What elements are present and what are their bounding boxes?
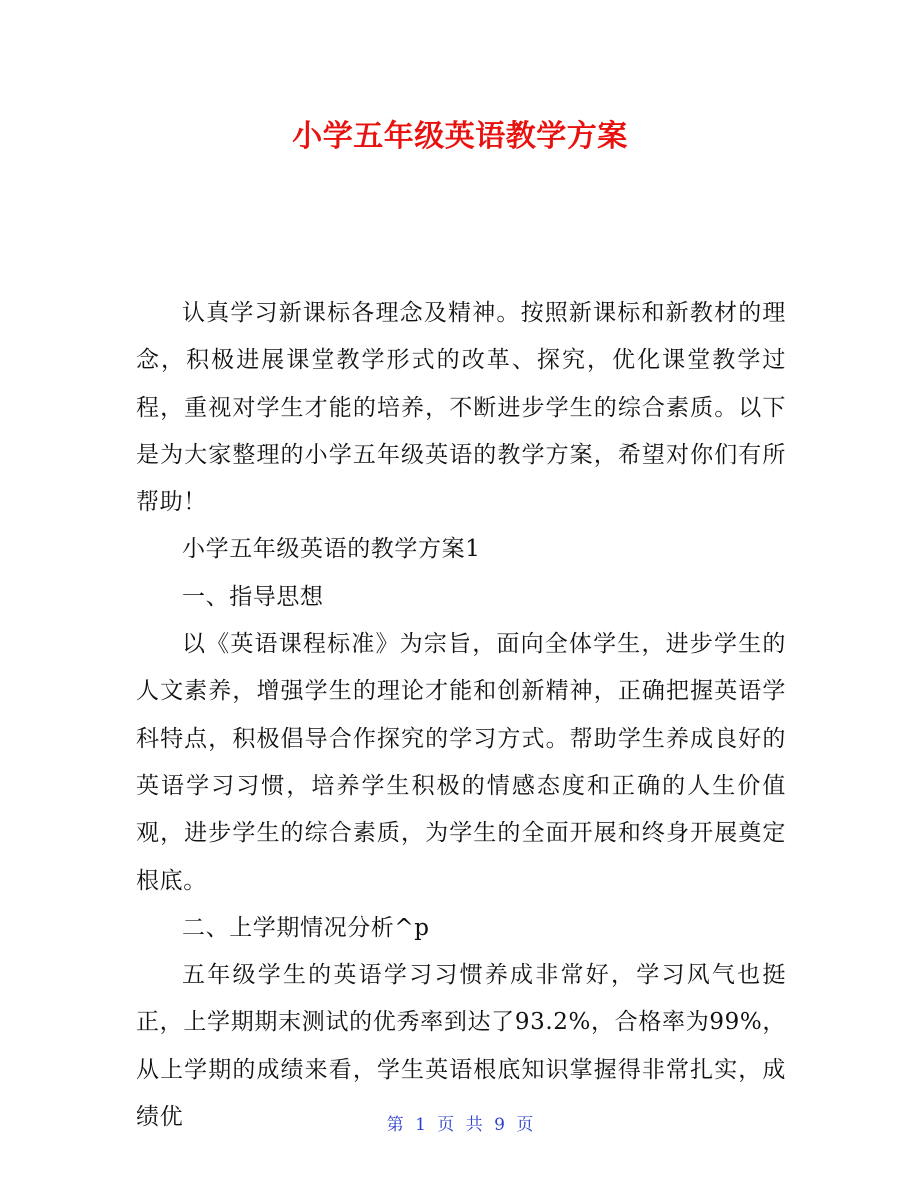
guiding-ideology-paragraph: 以《英语课程标准》为宗旨，面向全体学生，进步学生的人文素养，增强学生的理论才能和创新精神，正确把握英语学科特点，积极倡导合作探究的学习方式。帮助学生养成良好的英语学习习惯，培养学生积极的情感态度和正确的人生价值观，进步学生的综合素质，为学生的全面开展和终身开展奠定根底。 bbox=[136, 631, 786, 894]
last-term-analysis-paragraph: 五年级学生的英语学习习惯养成非常好，学习风气也挺正，上学期期末测试的优秀率到达了93.2%，合格率为99%，从上学期的成绩来看，学生英语根底知识掌握得非常扎实，成绩优 bbox=[136, 962, 786, 1131]
section-heading-plan-1: 小学五年级英语的教学方案1 bbox=[182, 536, 481, 563]
page-footer: 第 1 页 共 9 页 bbox=[386, 1115, 534, 1135]
document-body bbox=[136, 290, 786, 1141]
section-heading-last-term-analysis: 二、上学期情况分析^p bbox=[182, 914, 430, 941]
intro-paragraph: 认真学习新课标各理念及精神。按照新课标和新教材的理念，积极进展课堂教学形式的改革、探究，优化课堂教学过程，重视对学生才能的培养，不断进步学生的综合素质。以下是为大家整理的小学五年级英语的教学方案，希望对你们有所帮助！ bbox=[136, 300, 786, 516]
document-title: 小学五年级英语教学方案 bbox=[292, 119, 628, 154]
section-heading-guiding-ideology: 一、指导思想 bbox=[182, 583, 324, 610]
